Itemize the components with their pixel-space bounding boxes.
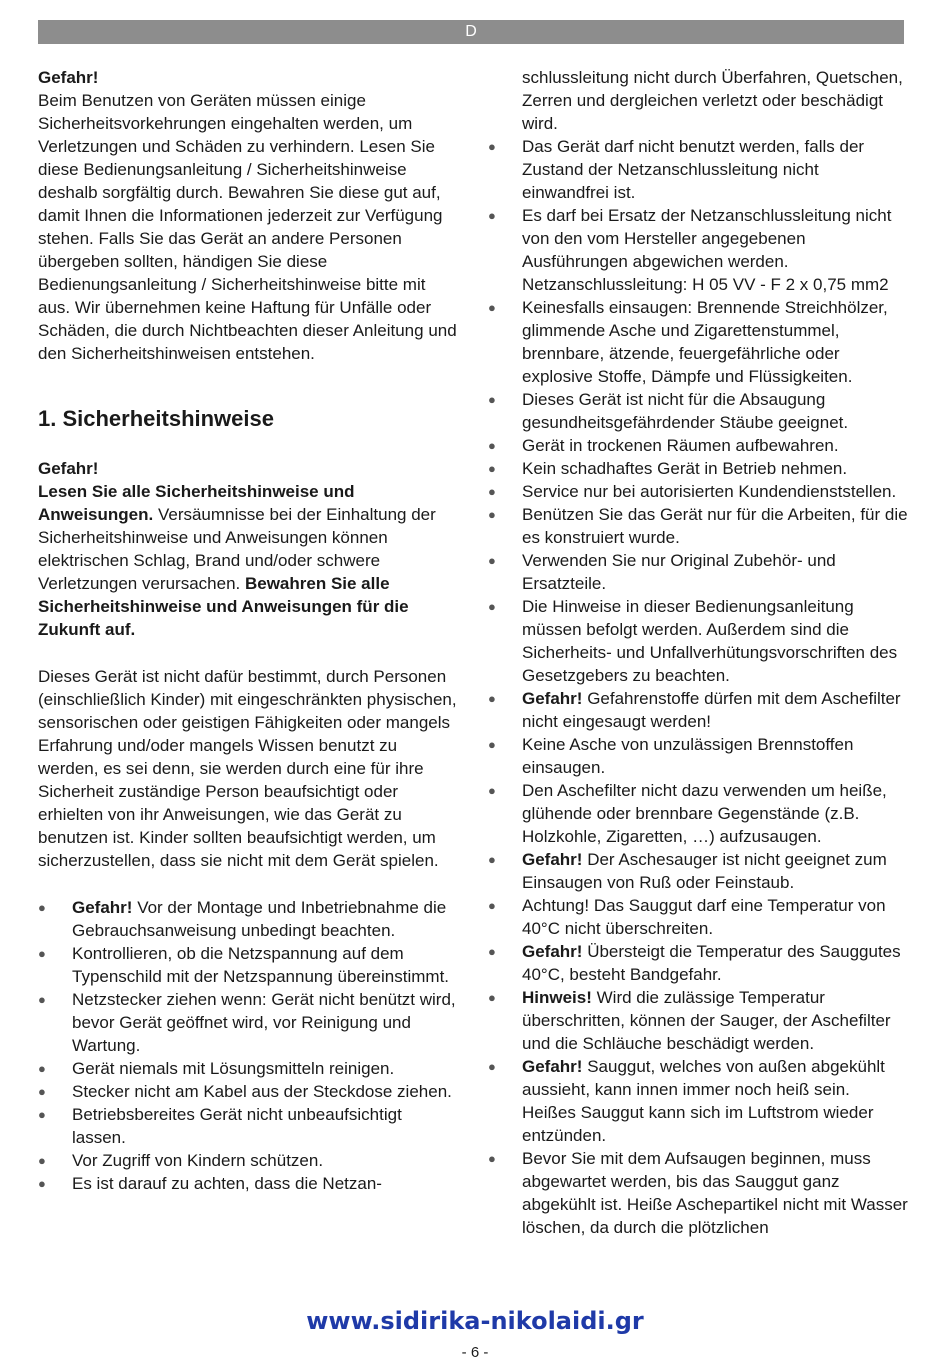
list-item: ● Gefahr! Vor der Montage und Inbetriebnahme die Gebrauchsanweisung unbedingt beachten. [38,896,458,942]
children-paragraph: Dieses Gerät ist nicht dafür bestimmt, durch Personen (einschließlich Kinder) mit eingeschränkten physischen, sensorischen oder geistigen Fähigkeiten oder mangels Erfahrung und/oder mangels Wissen benutzt zu werden, es sei denn, sie werden durch eine für ihre Sicherheit zuständige Person beaufsichtigt oder erhielten von ihr Anweisungen, wie das Gerät zu benutzen ist. Kinder sollten beaufsichtigt werden, um sicherzustellen, dass sie nicht mit dem Gerät spielen. [38,667,457,870]
intro-paragraph: Beim Benutzen von Geräten müssen einige Sicherheitsvorkehrungen eingehalten werden, um Verletzungen und Schäden zu verhindern. Lesen Sie diese Bedienungsanleitung / Sicherheitshinweise deshalb sorgfältig durch. Bewahren Sie diese gut auf, damit Ihnen die Informationen jederzeit zur Verfügung stehen. Falls Sie das Gerät an andere Personen übergeben sollten, händigen Sie diese Bedienungsanleitung / Sicherheitshinweise bitte mit aus. Wir übernehmen keine Haftung für Unfälle oder Schäden, die durch Nichtbeachten dieser Anleitung und den Sicherheitshinweisen entstehen. [38,91,457,363]
list-item: ● Netzstecker ziehen wenn: Gerät nicht benützt wird, bevor Gerät geöffnet wird, vor Reinigung und Wartung. [38,988,458,1057]
list-item: ● Benützen Sie das Gerät nur für die Arbeiten, für die es konstruiert wurde. [488,503,908,549]
list-item: ● Den Aschefilter nicht dazu verwenden um heiße, glühende oder brennbare Gegenstände (z.B. Holzkohle, Zigaretten, …) aufzusaugen. [488,779,908,848]
page-number: - 6 - [461,1344,489,1361]
list-item: ● Gerät niemals mit Lösungsmitteln reinigen. [38,1057,458,1080]
list-item: ● Gefahr! Gefahrenstoffe dürfen mit dem Aschefilter nicht eingesaugt werden! [488,687,908,733]
warning-title: Gefahr! [38,459,99,478]
warning-bold-1: Lesen Sie alle Sicherheitshinweise und Anweisungen. [38,482,355,524]
list-item: ● Stecker nicht am Kabel aus der Steckdose ziehen. [38,1080,458,1103]
list-item: ● Es darf bei Ersatz der Netzanschlussleitung nicht von den vom Hersteller angegebenen Ausführungen abgewichen werden. Netzanschlussleitung: H 05 VV - F 2 x 0,75 mm2 [488,204,908,296]
left-bullet-list [38,896,458,1195]
list-item: ● Keinesfalls einsaugen: Brennende Streichhölzer, glimmende Asche und Zigarettenstummel, brennbare, ätzende, feuergefährliche oder explosive Stoffe, Dämpfe und Flüssigkeiten. [488,296,908,388]
list-item: ● Keine Asche von unzulässigen Brennstoffen einsaugen. [488,733,908,779]
warning-bold-2: Bewahren Sie alle Sicherheitshinweise und Anweisungen für die Zukunft auf. [38,574,409,639]
right-bullet-list [488,135,908,1239]
right-column [488,66,908,1239]
website-link[interactable]: www.sidirika-nikolaidi.gr [306,1307,644,1335]
list-item: ● Hinweis! Wird die zulässige Temperatur überschritten, können der Sauger, der Aschefilter und die Schläuche beschädigt werden. [488,986,908,1055]
section-heading: 1. Sicherheitshinweise [38,406,274,431]
list-item: ● Gerät in trockenen Räumen aufbewahren. [488,434,908,457]
header-bar [38,20,904,44]
left-column [38,66,458,1195]
list-item: ● Kein schadhaftes Gerät in Betrieb nehmen. [488,457,908,480]
list-item: ● Vor Zugriff von Kindern schützen. [38,1149,458,1172]
language-label: D [465,23,477,40]
list-item: ● Gefahr! Der Aschesauger ist nicht geeignet zum Einsaugen von Ruß oder Feinstaub. [488,848,908,894]
intro-title: Gefahr! [38,68,99,87]
list-item: ● Dieses Gerät ist nicht für die Absaugung gesundheitsgefährdender Stäube geeignet. [488,388,908,434]
list-item: ● Verwenden Sie nur Original Zubehör- und Ersatzteile. [488,549,908,595]
warning-text: Versäumnisse bei der Einhaltung der Sicherheitshinweise und Anweisungen können elektrischen Schlag, Brand und/oder schwere Verletzungen verursachen. [38,505,436,593]
list-item: ● Es ist darauf zu achten, dass die Netzan- [38,1172,458,1195]
list-item: ● Service nur bei autorisierten Kundendienststellen. [488,480,908,503]
list-item: ● Gefahr! Übersteigt die Temperatur des Sauggutes 40°C, besteht Bandgefahr. [488,940,908,986]
warning-paragraph [38,480,458,641]
list-item: ● Das Gerät darf nicht benutzt werden, falls der Zustand der Netzanschlussleitung nicht einwandfrei ist. [488,135,908,204]
list-item: ● Betriebsbereites Gerät nicht unbeaufsichtigt lassen. [38,1103,458,1149]
list-item: ● Bevor Sie mit dem Aufsaugen beginnen, muss abgewartet werden, bis das Sauggut ganz abgekühlt ist. Heiße Aschepartikel nicht mit Wasser löschen, da durch die plötzlichen [488,1147,908,1239]
list-item: ● Gefahr! Sauggut, welches von außen abgekühlt aussieht, kann innen immer noch heiß sein. Heißes Sauggut kann sich im Luftstrom wieder entzünden. [488,1055,908,1147]
list-item: ● Die Hinweise in dieser Bedienungsanleitung müssen befolgt werden. Außerdem sind die Sicherheits- und Unfallverhütungsvorschriften des Gesetzgebers zu beachten. [488,595,908,687]
list-item: ● Kontrollieren, ob die Netzspannung auf dem Typenschild mit der Netzspannung übereinstimmt. [38,942,458,988]
continuation-text: schlussleitung nicht durch Überfahren, Quetschen, Zerren und dergleichen verletzt oder beschädigt wird. [522,68,903,133]
list-item: ● Achtung! Das Sauggut darf eine Temperatur von 40°C nicht überschreiten. [488,894,908,940]
